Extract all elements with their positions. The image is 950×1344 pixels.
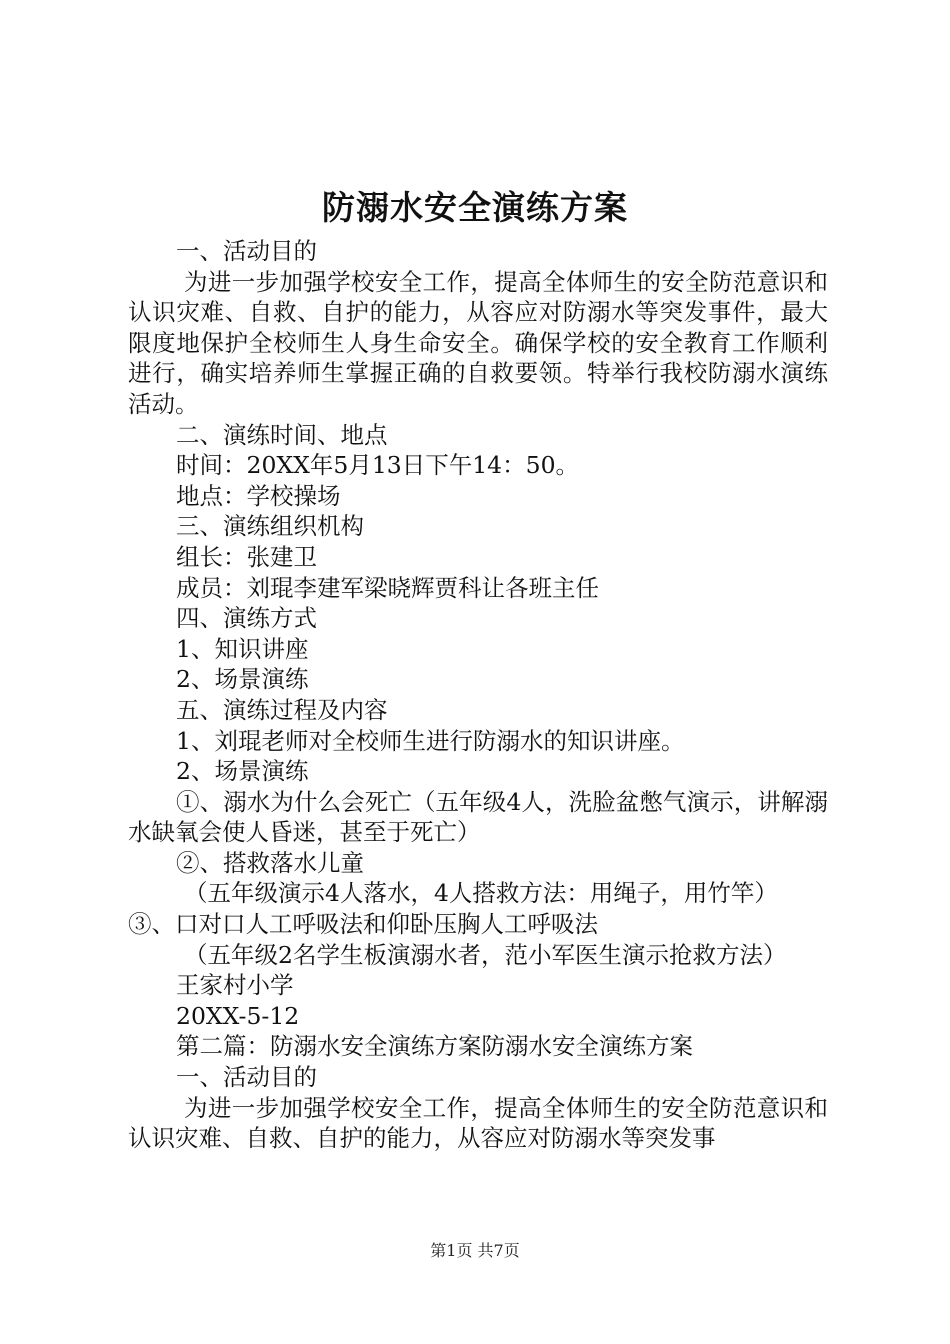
document-body — [128, 236, 828, 1154]
list-item-note: （五年级演示4人落水，4人搭救方法：用绳子，用竹竿） — [184, 879, 778, 908]
signature-school: 王家村小学 — [176, 971, 294, 1000]
section-heading-1: 一、活动目的 — [176, 237, 317, 265]
document-title: 防溺水安全演练方案 — [322, 188, 628, 227]
paragraph-purpose-repeat: 为进一步加强学校安全工作，提高全体师生的安全防范意识和认识灾难、自救、自护的能力，从容应对防溺水等突发事 — [128, 1093, 828, 1153]
page-number: 第1页 共7页 — [430, 1241, 520, 1260]
section-heading-3: 三、演练组织机构 — [176, 512, 364, 541]
list-item: ②、搭救落水儿童 — [176, 848, 364, 877]
list-item: ③、口对口人工呼吸法和仰卧压胸人工呼吸法 — [128, 910, 598, 939]
list-item: 2、场景演练 — [176, 757, 309, 786]
section-heading-2: 二、演练时间、地点 — [176, 420, 388, 449]
list-item: ①、溺水为什么会死亡（五年级4人，洗脸盆憋气演示，讲解溺水缺氧会使人昏迷，甚至于死亡） — [128, 787, 828, 847]
paragraph-purpose: 为进一步加强学校安全工作，提高全体师生的安全防范意识和认识灾难、自救、自护的能力，从容应对防溺水等突发事件，最大限度地保护全校师生人身生命安全。确保学校的安全教育工作顺利进行，确实培养师生掌握正确的自救要领。特举行我校防溺水演练活动。 — [128, 267, 828, 418]
paragraph-location: 地点：学校操场 — [176, 481, 341, 510]
paragraph-time: 时间：20XX年5月13日下午14：50。 — [176, 451, 580, 480]
section-heading-1-repeat: 一、活动目的 — [176, 1063, 317, 1092]
signature-date: 20XX-5-12 — [176, 1001, 300, 1030]
list-item: 1、刘琨老师对全校师生进行防溺水的知识讲座。 — [176, 726, 685, 755]
list-item: 1、知识讲座 — [176, 634, 309, 663]
list-item: 2、场景演练 — [176, 665, 309, 694]
list-item-note: （五年级2名学生板演溺水者，范小军医生演示抢救方法） — [184, 940, 787, 969]
paragraph-members: 成员：刘琨李建军梁晓辉贾科让各班主任 — [176, 573, 599, 602]
paragraph-leader: 组长：张建卫 — [176, 542, 317, 571]
section-heading-5: 五、演练过程及内容 — [176, 695, 388, 724]
section-heading-4: 四、演练方式 — [176, 604, 317, 633]
second-part-heading: 第二篇：防溺水安全演练方案防溺水安全演练方案 — [176, 1032, 693, 1061]
